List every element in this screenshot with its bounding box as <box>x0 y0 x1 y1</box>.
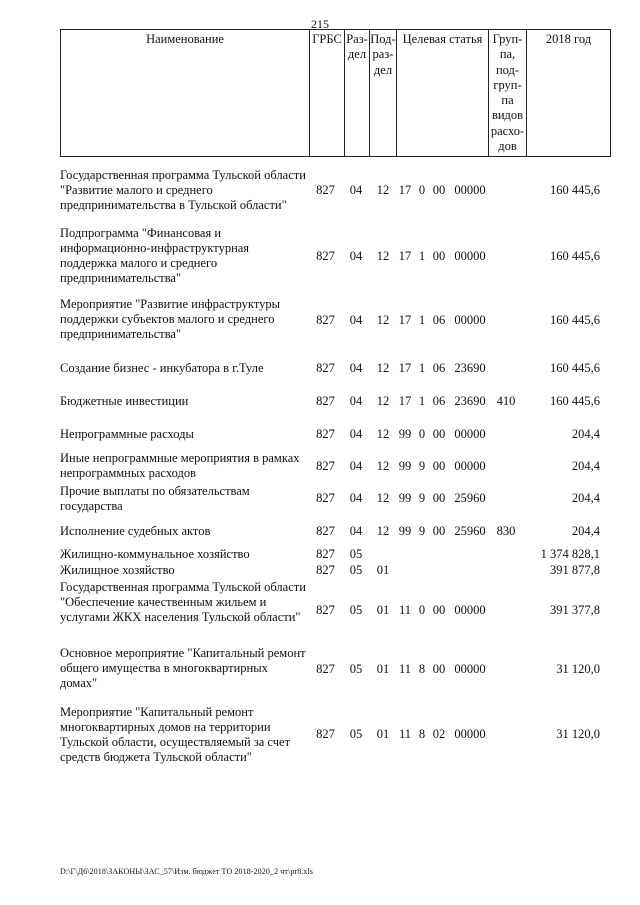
row-target-3: 06 <box>432 394 446 408</box>
row-name: Создание бизнес - инкубатора в г.Туле <box>60 361 264 375</box>
row-grbs: 827 <box>316 524 335 538</box>
row-target-4: 00000 <box>454 727 486 741</box>
row-amount: 160 445,6 <box>550 183 600 197</box>
row-amount: 31 120,0 <box>556 727 600 741</box>
row-amount: 391 877,8 <box>550 563 600 577</box>
row-amount: 1 374 828,1 <box>540 547 600 561</box>
row-target-4: 00000 <box>454 603 486 617</box>
row-target-3: 00 <box>432 603 446 617</box>
row-amount: 204,4 <box>571 524 600 538</box>
row-podrazdel: 12 <box>376 524 390 538</box>
row-target-2: 0 <box>418 603 426 617</box>
row-target-2: 1 <box>418 313 426 327</box>
row-podrazdel: 01 <box>376 563 390 577</box>
row-name: Исполнение судебных актов <box>60 524 211 538</box>
row-target-1: 17 <box>398 249 412 263</box>
row-target-4: 00000 <box>454 459 486 473</box>
row-name: Непрограммные расходы <box>60 427 194 441</box>
row-target-3: 00 <box>432 183 446 197</box>
row-target-4: 00000 <box>454 183 486 197</box>
row-amount: 160 445,6 <box>550 361 600 375</box>
row-target-2: 0 <box>418 183 426 197</box>
row-name: Мероприятие "Капитальный ремонт многоквартирных домов на территории Тульской области, осуществляемый за счет средств бюджета Тульской области" <box>60 705 291 764</box>
row-target-2: 1 <box>418 249 426 263</box>
row-target-4: 00000 <box>454 662 486 676</box>
row-name: Основное мероприятие "Капитальный ремонт общего имущества в многоквартирных домах" <box>60 646 306 690</box>
row-target-3: 00 <box>432 459 446 473</box>
row-name: Жилищно-коммунальное хозяйство <box>60 547 250 561</box>
row-podrazdel: 01 <box>376 727 390 741</box>
row-grbs: 827 <box>316 394 335 408</box>
row-target-2: 9 <box>418 524 426 538</box>
row-amount: 204,4 <box>571 491 600 505</box>
row-target-4: 00000 <box>454 249 486 263</box>
row-amount: 160 445,6 <box>550 313 600 327</box>
row-target-2: 8 <box>418 727 426 741</box>
row-name: Бюджетные инвестиции <box>60 394 189 408</box>
row-name: Прочие выплаты по обязательствам государства <box>60 484 250 513</box>
row-target-1: 17 <box>398 361 412 375</box>
row-target-3: 02 <box>432 727 446 741</box>
row-grbs: 827 <box>316 547 335 561</box>
row-target-3: 00 <box>432 249 446 263</box>
row-target-1: 11 <box>398 727 412 741</box>
row-amount: 160 445,6 <box>550 394 600 408</box>
row-target-3: 00 <box>432 427 446 441</box>
row-target-3: 00 <box>432 662 446 676</box>
row-group: 830 <box>496 524 516 538</box>
row-grbs: 827 <box>316 249 335 263</box>
row-target-4: 00000 <box>454 313 486 327</box>
row-target-3: 06 <box>432 313 446 327</box>
row-grbs: 827 <box>316 427 335 441</box>
row-name: Государственная программа Тульской области "Обеспечение качественным жильем и услугами ЖКХ населения Тульской области" <box>60 580 306 624</box>
row-name: Подпрограмма "Финансовая и информационно-инфраструктурная поддержка малого и среднего предпринимательства" <box>60 226 250 285</box>
row-podrazdel: 01 <box>376 662 390 676</box>
row-target-3: 00 <box>432 491 446 505</box>
file-path-footer: D:\Г\Д6\2018\ЗАКОНЫ\ЗАС_57\Изм. бюджет ТО 2018-2020_2 чт\pr8.xls <box>60 867 314 876</box>
header-name: Наименование <box>60 29 309 157</box>
header-year: 2018 год <box>526 29 611 157</box>
row-grbs: 827 <box>316 603 335 617</box>
row-target-3: 06 <box>432 361 446 375</box>
row-amount: 204,4 <box>571 427 600 441</box>
header-razdel: Раз- дел <box>344 29 369 157</box>
row-name: Иные непрограммные мероприятия в рамках непрограммных расходов <box>60 451 300 480</box>
row-razdel: 04 <box>349 249 363 263</box>
row-amount: 160 445,6 <box>550 249 600 263</box>
row-target-2: 1 <box>418 361 426 375</box>
row-razdel: 04 <box>349 183 363 197</box>
row-razdel: 04 <box>349 394 363 408</box>
row-razdel: 05 <box>349 563 363 577</box>
row-grbs: 827 <box>316 491 335 505</box>
header-group: Груп- па, под- груп- па видов расхо- дов <box>488 29 526 157</box>
row-razdel: 04 <box>349 361 363 375</box>
row-razdel: 05 <box>349 727 363 741</box>
row-razdel: 04 <box>349 459 363 473</box>
row-target-1: 99 <box>398 524 412 538</box>
row-target-1: 11 <box>398 662 412 676</box>
row-target-3: 00 <box>432 524 446 538</box>
row-target-1: 99 <box>398 491 412 505</box>
row-podrazdel: 12 <box>376 183 390 197</box>
row-podrazdel: 01 <box>376 603 390 617</box>
page-number: 215 <box>311 17 329 31</box>
row-target-4: 23690 <box>454 394 486 408</box>
row-grbs: 827 <box>316 662 335 676</box>
row-podrazdel: 12 <box>376 491 390 505</box>
row-podrazdel: 12 <box>376 249 390 263</box>
row-target-1: 99 <box>398 459 412 473</box>
row-target-2: 8 <box>418 662 426 676</box>
row-grbs: 827 <box>316 183 335 197</box>
row-podrazdel: 12 <box>376 394 390 408</box>
row-name: Жилищное хозяйство <box>60 563 175 577</box>
row-target-2: 9 <box>418 459 426 473</box>
row-grbs: 827 <box>316 727 335 741</box>
header-grbs: ГРБС <box>309 29 344 157</box>
header-target: Целевая статья <box>396 29 488 157</box>
row-razdel: 05 <box>349 603 363 617</box>
row-group: 410 <box>496 394 516 408</box>
row-razdel: 04 <box>349 427 363 441</box>
row-target-4: 25960 <box>454 491 486 505</box>
row-razdel: 04 <box>349 313 363 327</box>
row-razdel: 05 <box>349 547 363 561</box>
row-amount: 31 120,0 <box>556 662 600 676</box>
row-target-4: 25960 <box>454 524 486 538</box>
row-grbs: 827 <box>316 361 335 375</box>
row-podrazdel: 12 <box>376 361 390 375</box>
row-podrazdel: 12 <box>376 459 390 473</box>
row-target-4: 00000 <box>454 427 486 441</box>
row-target-1: 99 <box>398 427 412 441</box>
row-target-4: 23690 <box>454 361 486 375</box>
row-target-1: 17 <box>398 313 412 327</box>
row-razdel: 05 <box>349 662 363 676</box>
row-razdel: 04 <box>349 491 363 505</box>
row-target-2: 0 <box>418 427 426 441</box>
header-podrazdel: Под- раз- дел <box>369 29 396 157</box>
row-amount: 391 377,8 <box>550 603 600 617</box>
row-razdel: 04 <box>349 524 363 538</box>
row-name: Государственная программа Тульской области "Развитие малого и среднего предпринимательства в Тульской области" <box>60 168 306 212</box>
row-amount: 204,4 <box>571 459 600 473</box>
row-grbs: 827 <box>316 459 335 473</box>
row-grbs: 827 <box>316 563 335 577</box>
row-target-1: 11 <box>398 603 412 617</box>
row-podrazdel: 12 <box>376 427 390 441</box>
row-grbs: 827 <box>316 313 335 327</box>
row-podrazdel: 12 <box>376 313 390 327</box>
row-target-1: 17 <box>398 394 412 408</box>
row-target-2: 1 <box>418 394 426 408</box>
row-name: Мероприятие "Развитие инфраструктуры поддержки субъектов малого и среднего предпринимательства" <box>60 297 281 341</box>
row-target-2: 9 <box>418 491 426 505</box>
row-target-1: 17 <box>398 183 412 197</box>
